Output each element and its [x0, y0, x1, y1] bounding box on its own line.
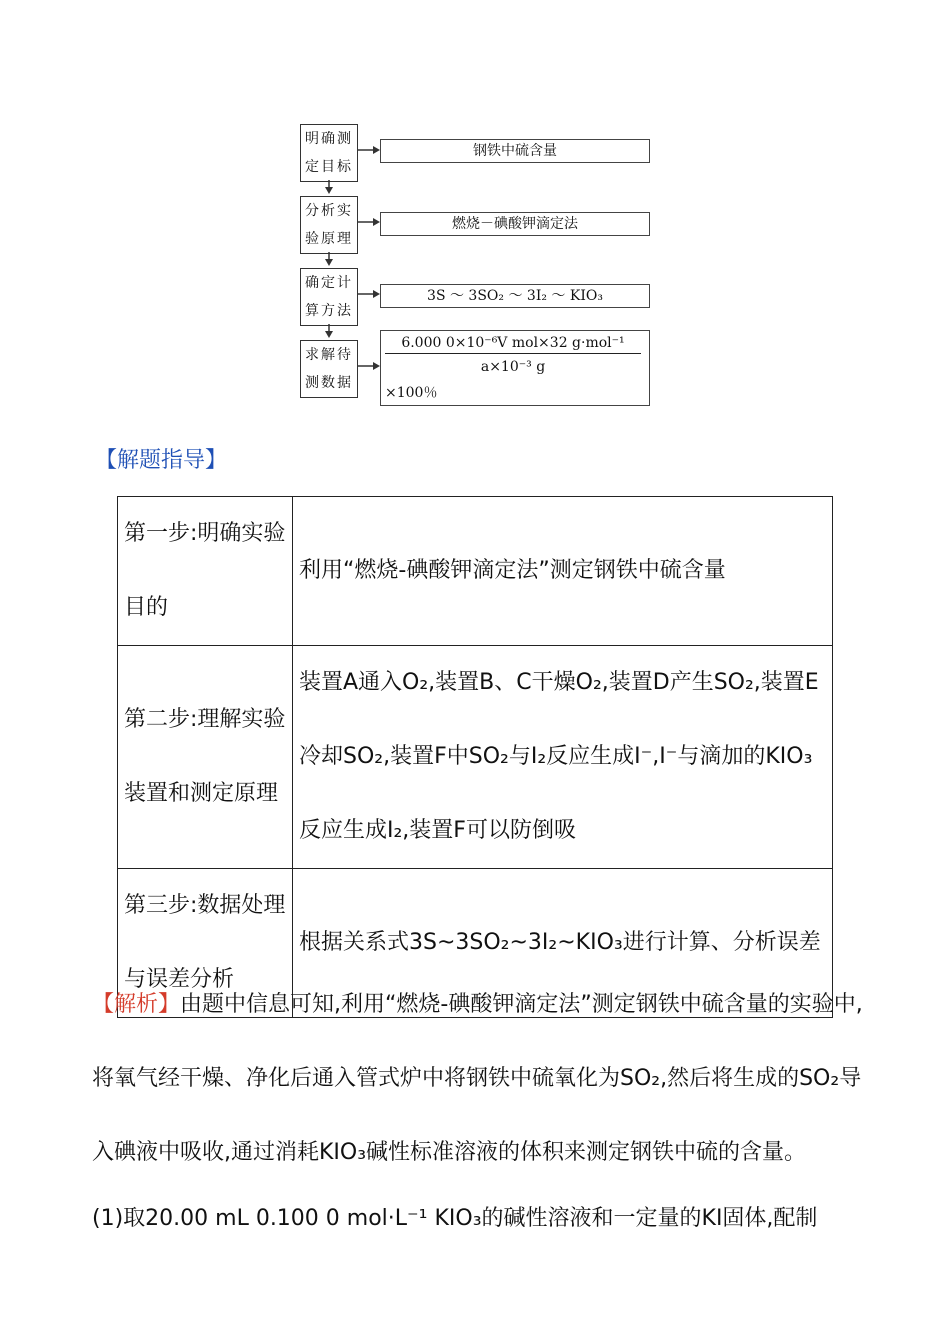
down-arrow-icon — [324, 252, 334, 266]
down-arrow-icon — [324, 324, 334, 338]
flow-result-1: 钢铁中硫含量 — [380, 139, 650, 163]
flow-step-4: 求解待测数据 — [300, 340, 358, 398]
table-row — [118, 497, 833, 646]
flow-step-2: 分析实验原理 — [300, 196, 358, 254]
flow-result-3: 3S ～ 3SO₂ ～ 3I₂ ～ KIO₃ — [380, 284, 650, 308]
step-cell: 第三步:数据处理与误差分析 — [118, 869, 293, 1018]
right-arrow-icon — [358, 145, 380, 155]
analysis-text: 由题中信息可知,利用“燃烧-碘酸钾滴定法”测定钢铁中硫含量的实验中,将氧气经干燥、净化后通入管式炉中将钢铁中硫氧化为SO₂,然后将生成的SO₂导入碘液中吸收,通过消耗KIO₃碱性标准溶液的体积来测定钢铁中硫的含量。 — [92, 992, 863, 1165]
down-arrow-icon — [324, 180, 334, 194]
right-arrow-icon — [358, 217, 380, 227]
formula-numerator: 6.000 0×10⁻⁶V mol×32 g·mol⁻¹ — [385, 333, 641, 354]
flow-result-formula — [380, 330, 650, 406]
content-cell: 装置A通入O₂,装置B、C干燥O₂,装置D产生SO₂,装置E冷却SO₂,装置F中SO₂与I₂反应生成I⁻,I⁻与滴加的KIO₃反应生成I₂,装置F可以防倒吸 — [293, 646, 833, 869]
analysis-tag: 【解析】 — [92, 992, 181, 1017]
flow-step-1: 明确测定目标 — [300, 124, 358, 182]
content-cell: 利用“燃烧-碘酸钾滴定法”测定钢铁中硫含量 — [293, 497, 833, 646]
right-arrow-icon — [358, 361, 380, 371]
flow-result-2: 燃烧－碘酸钾滴定法 — [380, 212, 650, 236]
step-cell: 第一步:明确实验目的 — [118, 497, 293, 646]
right-arrow-icon — [358, 289, 380, 299]
step-cell: 第二步:理解实验装置和测定原理 — [118, 646, 293, 869]
content-cell: 根据关系式3S~3SO₂~3I₂~KIO₃进行计算、分析误差 — [293, 869, 833, 1018]
flowchart — [300, 120, 660, 410]
formula-multiplier: ×100％ — [385, 385, 438, 401]
table-row — [118, 646, 833, 869]
flow-step-3: 确定计算方法 — [300, 268, 358, 326]
section-heading: 【解题指导】 — [95, 448, 228, 473]
formula-denominator: a×10⁻³ g — [480, 359, 546, 375]
question-1: (1)取20.00 mL 0.100 0 mol·L⁻¹ KIO₃的碱性溶液和一定量的KI固体,配制 — [92, 1206, 818, 1231]
guide-table — [117, 496, 833, 1018]
analysis-paragraph — [92, 968, 867, 1190]
